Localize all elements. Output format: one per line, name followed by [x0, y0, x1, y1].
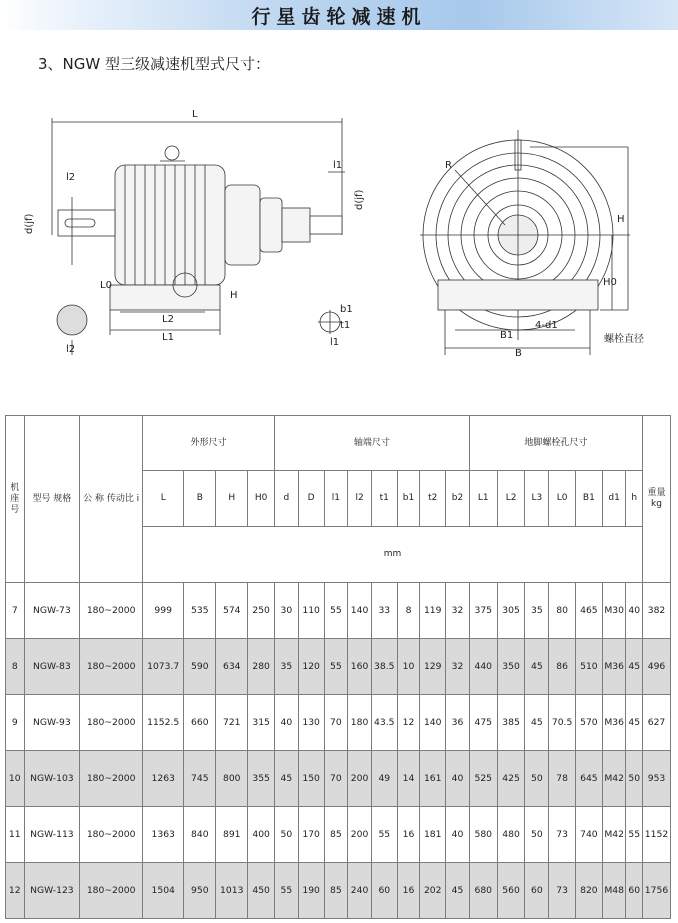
cell-model: NGW-113 [24, 807, 80, 863]
col-header: t2 [420, 471, 446, 527]
cell-value: 55 [626, 807, 643, 863]
cell-value: 85 [324, 807, 348, 863]
cell-value: 480 [497, 807, 525, 863]
dim-l1: l1 [333, 160, 343, 171]
cell-ratio: 180~2000 [80, 751, 143, 807]
table-row [6, 639, 671, 695]
cell-machine-no: 11 [6, 807, 25, 863]
cell-value: 634 [216, 639, 248, 695]
cell-value: M36 [602, 639, 626, 695]
label-bolt-diameter: 螺栓直径 [604, 334, 644, 345]
page-title: 行星齿轮减速机 [251, 6, 427, 28]
cell-value: 840 [184, 807, 216, 863]
dim-4-d1: 4-d1 [535, 320, 558, 331]
cell-value: 570 [575, 695, 602, 751]
cell-weight: 1756 [643, 863, 671, 919]
cell-value: 55 [275, 863, 299, 919]
cell-value: 350 [497, 639, 525, 695]
cell-value: 45 [626, 639, 643, 695]
col-header: H0 [248, 471, 275, 527]
cell-value: 525 [469, 751, 497, 807]
header-weight: 重量 kg [643, 416, 671, 583]
header-foot: 地脚螺栓孔尺寸 [469, 416, 642, 471]
cell-value: 45 [525, 639, 549, 695]
cell-value: 590 [184, 639, 216, 695]
cell-value: 120 [298, 639, 324, 695]
col-header: t1 [371, 471, 397, 527]
header-ratio: 公 称 传动比 i [80, 416, 143, 583]
cell-machine-no: 8 [6, 639, 25, 695]
cell-value: 45 [525, 695, 549, 751]
table-row [6, 695, 671, 751]
cell-value: 140 [420, 695, 446, 751]
header-outline: 外形尺寸 [143, 416, 275, 471]
cell-value: 40 [446, 751, 470, 807]
cell-value: 140 [348, 583, 372, 639]
cell-value: 40 [275, 695, 299, 751]
section-title: 3、NGW 型三级减速机型式尺寸： [38, 55, 270, 73]
dim-L2: L2 [162, 314, 174, 325]
col-header: b2 [446, 471, 470, 527]
dim-D: d(jf) [354, 189, 365, 210]
cell-value: 161 [420, 751, 446, 807]
cell-value: 1013 [216, 863, 248, 919]
dim-B1: B1 [500, 330, 514, 341]
cell-value: 240 [348, 863, 372, 919]
cell-model: NGW-123 [24, 863, 80, 919]
dim-R: R [445, 160, 452, 171]
cell-machine-no: 9 [6, 695, 25, 751]
cell-value: 1504 [143, 863, 184, 919]
cell-value: 14 [397, 751, 420, 807]
table-row [6, 807, 671, 863]
cell-model: NGW-103 [24, 751, 80, 807]
cell-value: 800 [216, 751, 248, 807]
cell-value: 150 [298, 751, 324, 807]
cell-value: 35 [525, 583, 549, 639]
cell-value: 70 [324, 695, 348, 751]
col-header: L2 [497, 471, 525, 527]
cell-value: 740 [575, 807, 602, 863]
col-header: d [275, 471, 299, 527]
cell-value: 45 [626, 695, 643, 751]
cell-value: 30 [275, 583, 299, 639]
header-model: 型号 规格 [24, 416, 80, 583]
cell-value: 475 [469, 695, 497, 751]
cell-value: 721 [216, 695, 248, 751]
cell-value: 55 [324, 583, 348, 639]
cell-value: 10 [397, 639, 420, 695]
cell-value: 645 [575, 751, 602, 807]
cell-model: NGW-83 [24, 639, 80, 695]
cell-machine-no: 10 [6, 751, 25, 807]
table-row [6, 751, 671, 807]
cell-value: 355 [248, 751, 275, 807]
cell-ratio: 180~2000 [80, 695, 143, 751]
col-header: B [184, 471, 216, 527]
cell-weight: 382 [643, 583, 671, 639]
header-machine-no: 机 座 号 [6, 416, 25, 583]
cell-value: 510 [575, 639, 602, 695]
cell-value: 60 [371, 863, 397, 919]
cell-model: NGW-93 [24, 695, 80, 751]
cell-value: 85 [324, 863, 348, 919]
cell-value: 820 [575, 863, 602, 919]
cell-value: 465 [575, 583, 602, 639]
cell-value: 45 [275, 751, 299, 807]
cell-value: 73 [549, 863, 576, 919]
cell-value: M42 [602, 751, 626, 807]
cell-value: 45 [446, 863, 470, 919]
cell-value: M36 [602, 695, 626, 751]
cell-value: 73 [549, 807, 576, 863]
dim-L1: L1 [162, 332, 174, 343]
dim-H: H [230, 290, 238, 301]
cell-value: 16 [397, 807, 420, 863]
cell-value: 190 [298, 863, 324, 919]
cell-value: 50 [525, 807, 549, 863]
cell-value: 425 [497, 751, 525, 807]
cell-value: 50 [525, 751, 549, 807]
cell-value: 130 [298, 695, 324, 751]
cell-value: 33 [371, 583, 397, 639]
cell-value: M42 [602, 807, 626, 863]
dim-l2: l2 [66, 172, 76, 183]
cell-value: 580 [469, 807, 497, 863]
cell-value: 202 [420, 863, 446, 919]
cell-value: 450 [248, 863, 275, 919]
cell-value: 40 [626, 583, 643, 639]
cell-value: 950 [184, 863, 216, 919]
cell-value: 574 [216, 583, 248, 639]
dim-t1: t1 [340, 320, 351, 331]
cell-value: 680 [469, 863, 497, 919]
cell-value: 32 [446, 583, 470, 639]
dim-L: L [192, 109, 198, 120]
dim-H-right: H [617, 214, 625, 225]
dim-H0: H0 [603, 277, 617, 288]
cell-value: 400 [248, 807, 275, 863]
cell-value: 50 [275, 807, 299, 863]
cell-value: 55 [324, 639, 348, 695]
table-body [6, 583, 671, 919]
col-header: L0 [549, 471, 576, 527]
cell-value: 999 [143, 583, 184, 639]
col-header: d1 [602, 471, 626, 527]
cell-value: M48 [602, 863, 626, 919]
cell-value: 305 [497, 583, 525, 639]
col-header: b1 [397, 471, 420, 527]
cell-value: 129 [420, 639, 446, 695]
dim-B: B [515, 348, 522, 359]
cell-machine-no: 12 [6, 863, 25, 919]
cell-value: 35 [275, 639, 299, 695]
cell-value: 560 [497, 863, 525, 919]
col-header: l1 [324, 471, 348, 527]
cell-value: 38.5 [371, 639, 397, 695]
dim-l1-section: l1 [330, 337, 340, 348]
cell-value: 32 [446, 639, 470, 695]
cell-weight: 1152 [643, 807, 671, 863]
cell-value: 200 [348, 751, 372, 807]
cell-weight: 496 [643, 639, 671, 695]
cell-value: 55 [371, 807, 397, 863]
cell-value: 375 [469, 583, 497, 639]
cell-value: 1363 [143, 807, 184, 863]
cell-value: 119 [420, 583, 446, 639]
cell-value: 170 [298, 807, 324, 863]
dim-L0: L0 [100, 280, 112, 291]
col-header: h [626, 471, 643, 527]
cell-value: 440 [469, 639, 497, 695]
cell-value: 8 [397, 583, 420, 639]
col-header: B1 [575, 471, 602, 527]
dim-l2-section: l2 [66, 344, 76, 355]
dim-b1: b1 [340, 304, 353, 315]
cell-ratio: 180~2000 [80, 863, 143, 919]
cell-value: 535 [184, 583, 216, 639]
col-header: L3 [525, 471, 549, 527]
unit-label: mm [143, 527, 643, 583]
reducer-drawing [0, 85, 678, 385]
cell-value: 16 [397, 863, 420, 919]
cell-weight: 627 [643, 695, 671, 751]
cell-value: 660 [184, 695, 216, 751]
cell-value: 745 [184, 751, 216, 807]
spec-table [5, 415, 671, 919]
cell-value: 180 [348, 695, 372, 751]
cell-value: 36 [446, 695, 470, 751]
cell-value: 1263 [143, 751, 184, 807]
cell-value: 110 [298, 583, 324, 639]
dim-d: d(jf) [24, 213, 35, 234]
cell-value: 315 [248, 695, 275, 751]
col-header: L1 [469, 471, 497, 527]
cell-model: NGW-73 [24, 583, 80, 639]
cell-ratio: 180~2000 [80, 639, 143, 695]
cell-value: 250 [248, 583, 275, 639]
col-header: L [143, 471, 184, 527]
cell-machine-no: 7 [6, 583, 25, 639]
header-shaft: 轴端尺寸 [275, 416, 470, 471]
cell-value: 60 [525, 863, 549, 919]
col-header: l2 [348, 471, 372, 527]
cell-value: 49 [371, 751, 397, 807]
col-header: H [216, 471, 248, 527]
cell-value: 70 [324, 751, 348, 807]
cell-value: 86 [549, 639, 576, 695]
cell-value: 12 [397, 695, 420, 751]
cell-value: 181 [420, 807, 446, 863]
cell-value: 891 [216, 807, 248, 863]
cell-value: 50 [626, 751, 643, 807]
cell-ratio: 180~2000 [80, 807, 143, 863]
col-header: D [298, 471, 324, 527]
cell-ratio: 180~2000 [80, 583, 143, 639]
table-row [6, 863, 671, 919]
cell-value: 1073.7 [143, 639, 184, 695]
cell-value: 80 [549, 583, 576, 639]
cell-value: 78 [549, 751, 576, 807]
cell-value: 385 [497, 695, 525, 751]
cell-value: 43.5 [371, 695, 397, 751]
cell-weight: 953 [643, 751, 671, 807]
cell-value: M30 [602, 583, 626, 639]
cell-value: 40 [446, 807, 470, 863]
cell-value: 1152.5 [143, 695, 184, 751]
cell-value: 200 [348, 807, 372, 863]
cell-value: 160 [348, 639, 372, 695]
cell-value: 60 [626, 863, 643, 919]
cell-value: 70.5 [549, 695, 576, 751]
table-row [6, 583, 671, 639]
cell-value: 280 [248, 639, 275, 695]
